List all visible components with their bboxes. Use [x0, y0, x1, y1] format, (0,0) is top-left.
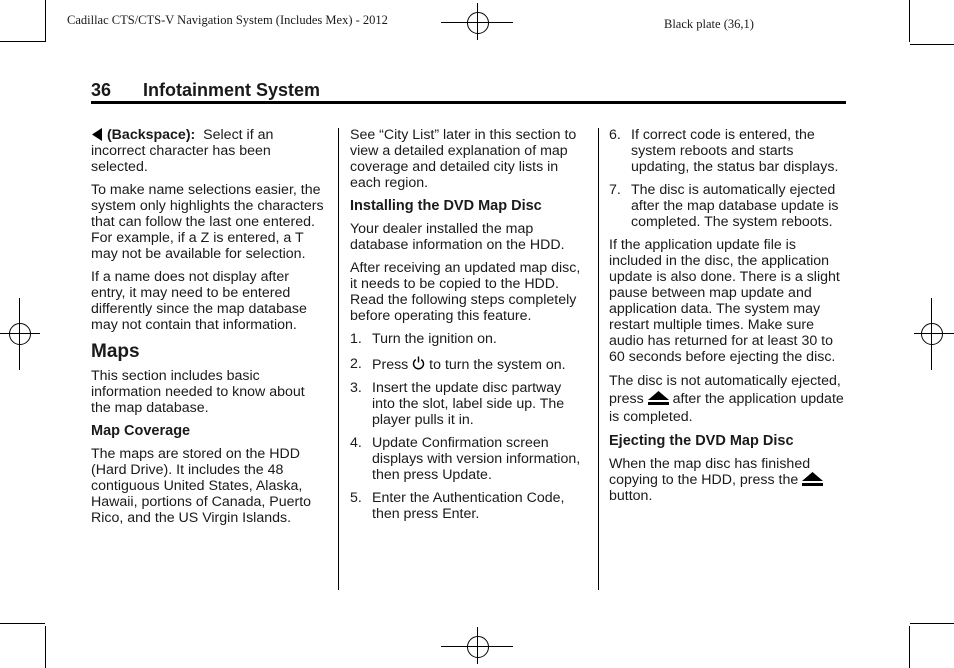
step-text: Enter the Authentication Code, then press Enter. [372, 490, 565, 522]
step-number: 2. [350, 356, 362, 372]
paragraph-text: When the map disc has finished copying to the HDD, press the [609, 456, 811, 488]
paragraph: If a name does not display after entry, it may need to be entered differently since the map database may not contain that information. [91, 269, 307, 333]
install-steps-continued [609, 127, 847, 230]
left-triangle-icon [91, 128, 103, 141]
not-ejected-paragraph [609, 372, 847, 426]
paragraph-text: The disc is not automatically ejected, press [609, 373, 841, 407]
paragraph: The maps are stored on the HDD (Hard Drive). It includes the 48 contiguous United States, Alaska, Hawaii, portions of Canada, Puerto Rico, and the US Virgin Islands. [91, 446, 312, 526]
section-title: Infotainment System [143, 80, 321, 100]
installing-heading: Installing the DVD Map Disc [350, 198, 542, 214]
list-item [350, 380, 588, 428]
backspace-entry [91, 127, 327, 175]
step-number: 5. [350, 490, 362, 506]
step-text: If correct code is entered, the system reboots and starts updating, the status bar displays. [631, 127, 839, 175]
eject-icon [648, 391, 669, 405]
step-number: 3. [350, 380, 362, 396]
list-item [350, 331, 588, 347]
step-text: The disc is automatically ejected after the map database update is completed. The system reboots. [631, 182, 839, 230]
install-steps [350, 331, 588, 522]
power-icon [412, 356, 425, 370]
eject-icon [802, 472, 823, 486]
step-number: 6. [609, 127, 621, 143]
column-1 [91, 127, 327, 533]
paragraph: To make name selections easier, the system only highlights the characters that can follow the last one entered. For example, if a Z is entered, a T may not be available for selection. [91, 182, 324, 262]
step-text: to turn the system on. [429, 357, 566, 373]
paragraph-text: button. [609, 488, 653, 504]
list-item [350, 356, 588, 373]
map-coverage-heading: Map Coverage [91, 423, 191, 439]
step-text: Insert the update disc partway into the slot, label side up. The player pulls it in. [372, 380, 565, 428]
plate-label: Black plate (36,1) [664, 17, 754, 31]
paragraph-text: after the application update is completed. [609, 391, 844, 425]
paragraph: See “City List” later in this section to view a detailed explanation of map coverage and detailed city lists in each region. [350, 127, 577, 191]
column-3 [609, 127, 847, 511]
column-2 [350, 127, 588, 529]
step-text: Update Confirmation screen displays with version information, then press Update. [372, 435, 581, 483]
document-title: Cadillac CTS/CTS-V Navigation System (Includes Mex) - 2012 [67, 13, 388, 27]
list-item [350, 435, 588, 483]
maps-heading: Maps [91, 341, 140, 362]
step-number: 1. [350, 331, 362, 347]
step-number: 7. [609, 182, 621, 198]
step-text: Turn the ignition on. [372, 331, 497, 347]
page-number: 36 [91, 80, 112, 100]
ejecting-heading: Ejecting the DVD Map Disc [609, 433, 794, 449]
paragraph: This section includes basic information needed to know about the map database. [91, 368, 305, 416]
column-divider [598, 128, 599, 590]
heading-rule [91, 101, 846, 104]
list-item [609, 182, 847, 230]
step-number: 4. [350, 435, 362, 451]
ejecting-paragraph [609, 456, 847, 504]
list-item [350, 490, 588, 522]
step-text: Press [372, 357, 409, 373]
backspace-text: Select if an incorrect character has been selected. [91, 127, 274, 175]
paragraph: After receiving an updated map disc, it needs to be copied to the HDD. Read the following steps completely before operating this feature. [350, 260, 581, 324]
section-header [91, 80, 320, 101]
backspace-label: (Backspace): [106, 127, 196, 143]
paragraph: If the application update file is included in the disc, the application update is also done. There is a slight pause between map update and application data. The system may restart multiple times. Make sure audio has returned for at least 30 to 60 seconds before ejecting the disc. [609, 237, 840, 365]
column-divider [338, 128, 339, 590]
paragraph: Your dealer installed the map database information on the HDD. [350, 221, 565, 253]
list-item [609, 127, 847, 175]
